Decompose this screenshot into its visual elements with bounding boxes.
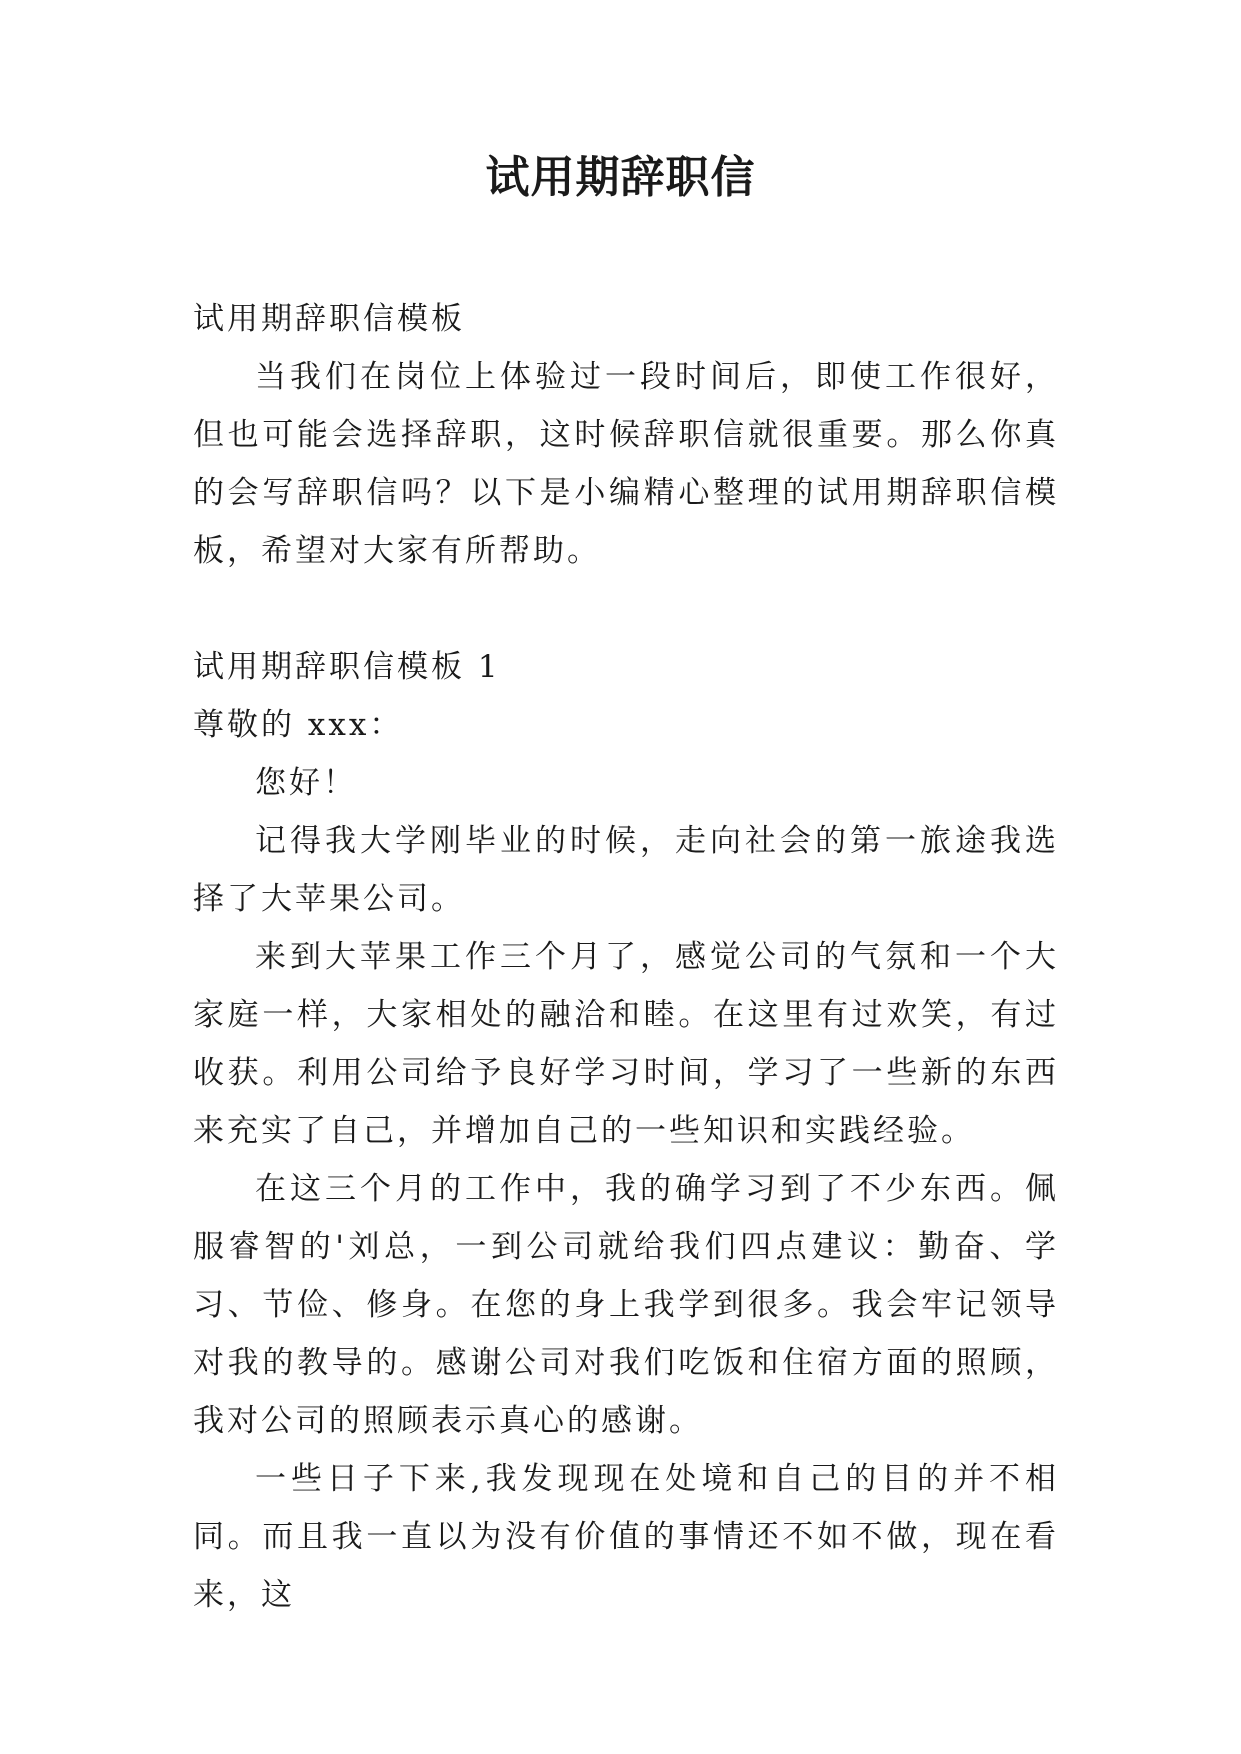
document-body: [193, 290, 1059, 1624]
greeting: 您好！: [255, 765, 357, 801]
intro-paragraph: 当我们在岗位上体验过一段时间后，即使工作很好，但也可能会选择辞职，这时候辞职信就很重要。那么你真的会写辞职信吗？以下是小编精心整理的试用期辞职信模板，希望对大家有所帮助。: [193, 359, 1059, 569]
salutation: 尊敬的 xxx：: [193, 707, 404, 743]
body-paragraph: 来到大苹果工作三个月了，感觉公司的气氛和一个大家庭一样，大家相处的融洽和睦。在这里有过欢笑，有过收获。利用公司给予良好学习时间，学习了一些新的东西来充实了自己，并增加自己的一些知识和实践经验。: [193, 939, 1059, 1149]
subtitle-paragraph: 试用期辞职信模板: [193, 301, 465, 337]
body-paragraph: 一些日子下来,我发现现在处境和自己的目的并不相同。而且我一直以为没有价值的事情还不如不做，现在看来，这: [193, 1461, 1059, 1613]
section-heading: 试用期辞职信模板 1: [193, 649, 501, 685]
document-title: 试用期辞职信: [485, 152, 756, 203]
body-paragraph: 在这三个月的工作中，我的确学习到了不少东西。佩服睿智的'刘总，一到公司就给我们四点建议：勤奋、学习、节俭、修身。在您的身上我学到很多。我会牢记领导对我的教导的。感谢公司对我们吃饭和住宿方面的照顾，我对公司的照顾表示真心的感谢。: [193, 1171, 1059, 1439]
body-paragraph: 记得我大学刚毕业的时候，走向社会的第一旅途我选择了大苹果公司。: [193, 823, 1059, 917]
